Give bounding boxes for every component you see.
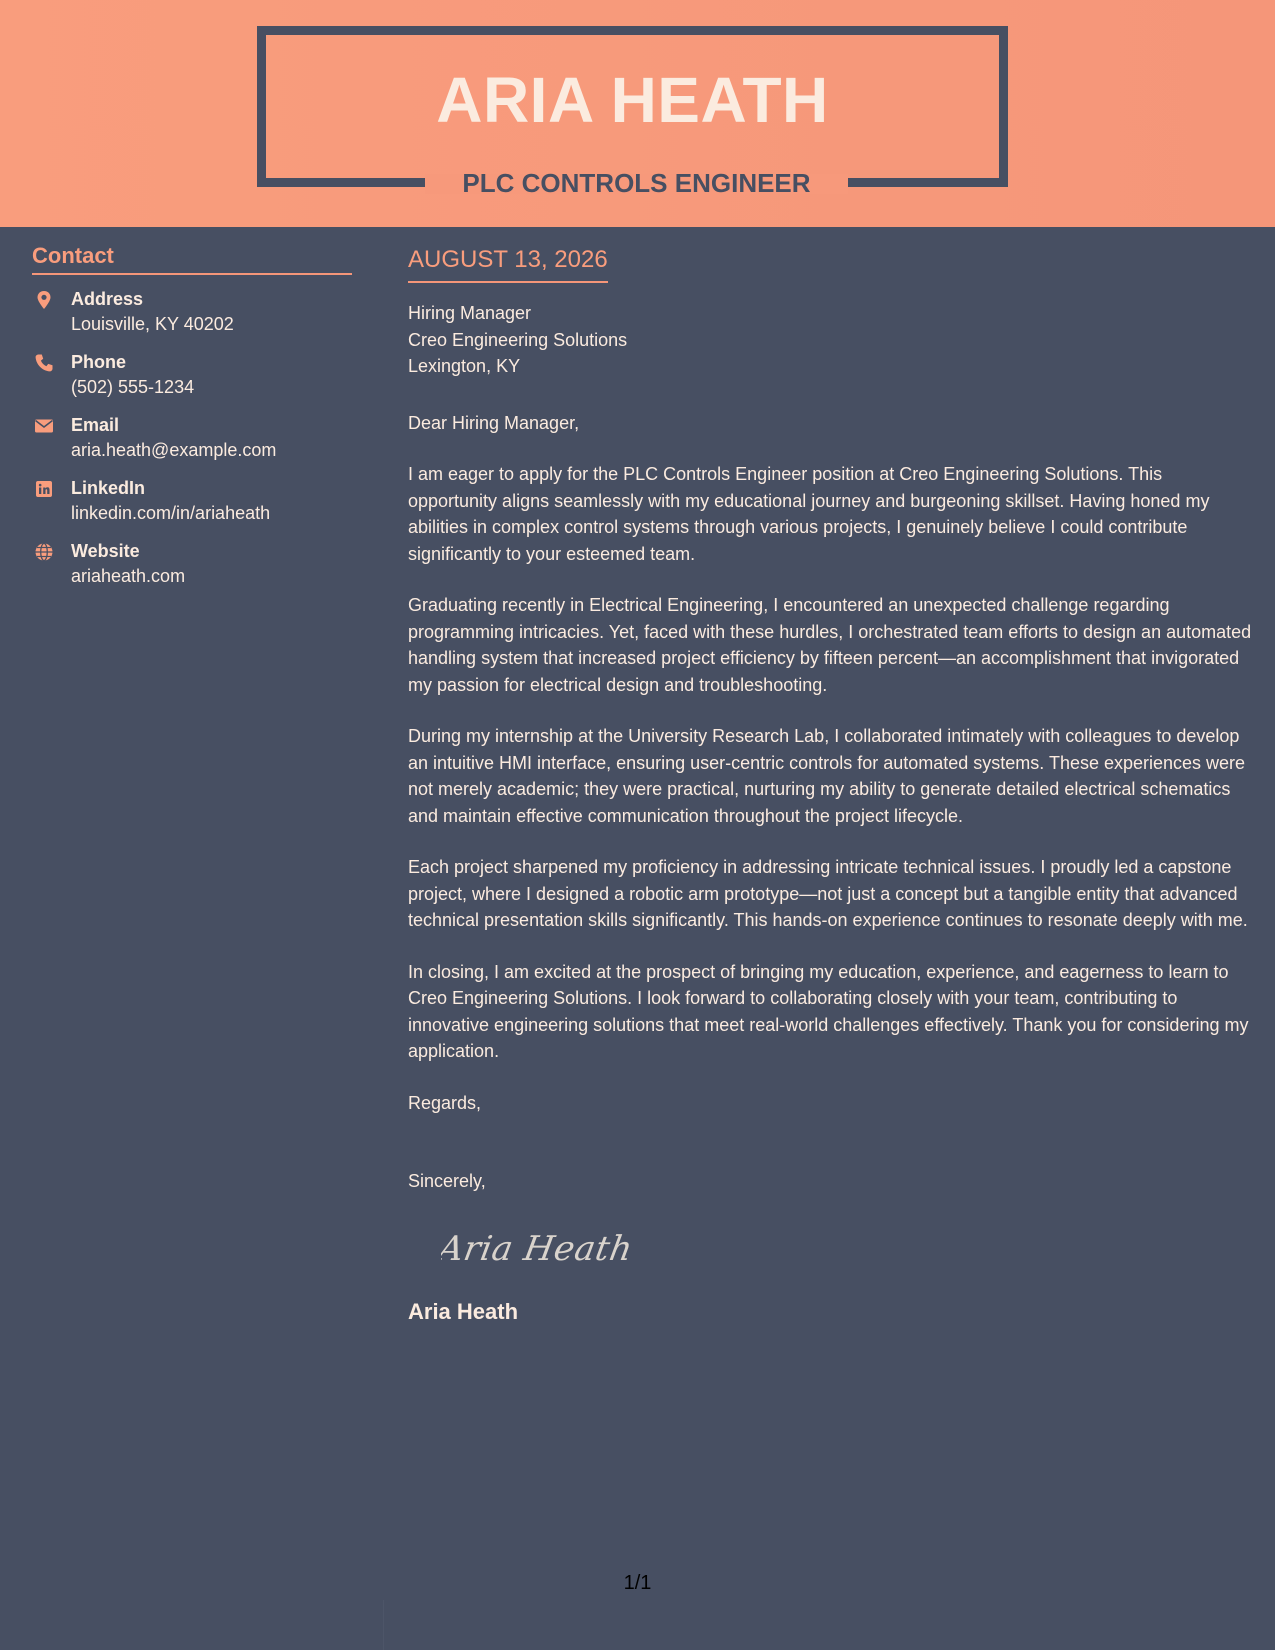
contact-item-website: [32, 539, 352, 602]
website-value: ariaheath.com: [71, 566, 186, 586]
contact-label: Website: [71, 541, 140, 561]
location-pin-icon: [34, 290, 54, 310]
recipient-line: Lexington, KY: [408, 356, 521, 376]
contact-label: Phone: [71, 352, 127, 372]
recipient-line: Creo Engineering Solutions: [408, 329, 628, 350]
closing: Regards,: [408, 1092, 482, 1113]
contact-sidebar: [32, 242, 352, 602]
linkedin-icon: [34, 479, 54, 499]
email-value: aria.heath@example.com: [71, 440, 277, 460]
svg-text:Aria Heath: Aria Heath: [441, 1228, 636, 1269]
applicant-name: ARIA HEATH: [436, 64, 829, 136]
contact-item-address: [32, 287, 352, 350]
globe-icon: [34, 542, 54, 562]
contact-item-phone: [32, 350, 352, 413]
recipient-block: [408, 300, 1253, 380]
letter-paragraph: I am eager to apply for the PLC Controls Engineer position at Creo Engineering Solutions. This opportunity aligns seamlessly with my educational journey and burgeoning skillset. Having honed my abilities in complex control systems through various projects, I genuinely believe I could contribute significantly to your esteemed team.: [408, 464, 1210, 564]
address-value: Louisville, KY 40202: [71, 314, 234, 334]
letter-paragraph: Each project sharpened my proficiency in addressing intricate technical issues. I proudly led a capstone project, where I designed a robotic arm prototype—not just a concept but a tangible entity that advanced technical presentation skills significantly. This hands-on experience continues to resonate deeply with me.: [408, 857, 1248, 930]
envelope-icon: [34, 416, 54, 436]
recipient-line: Hiring Manager: [408, 303, 532, 323]
letter-paragraph: During my internship at the University Research Lab, I collaborated intimately with colleagues to develop an intuitive HMI interface, ensuring user-centric controls for automated systems. These experiences were not merely academic; they were practical, nurturing my ability to generate detailed electrical schematics and maintain effective communication throughout the project lifecycle.: [408, 726, 1246, 826]
job-title: PLC CONTROLS ENGINEER: [462, 168, 811, 198]
contact-item-email: [32, 413, 352, 476]
letter-paragraph: Graduating recently in Electrical Engineering, I encountered an unexpected challenge regarding programming intricacies. Yet, faced with these hurdles, I orchestrated team efforts to design an automated handling system that increased project efficiency by fifteen percent—an accomplishment that invigorated my passion for electrical design and troubleshooting.: [408, 595, 1252, 695]
sign-off: Sincerely,: [408, 1171, 486, 1191]
phone-value: (502) 555-1234: [71, 377, 195, 397]
header-banner: [0, 0, 1275, 227]
letter-date: AUGUST 13, 2026: [408, 244, 608, 283]
contact-label: LinkedIn: [71, 478, 146, 498]
phone-icon: [34, 353, 54, 373]
contact-heading: Contact: [32, 242, 352, 275]
letter-body: [408, 244, 1253, 1327]
salutation: Dear Hiring Manager,: [408, 412, 580, 433]
linkedin-value: linkedin.com/in/ariaheath: [71, 503, 271, 523]
column-divider: [383, 1600, 384, 1650]
contact-label: Email: [71, 415, 120, 435]
letter-paragraph: In closing, I am excited at the prospect of bringing my education, experience, and eagerness to learn to Creo Engineering Solutions. I look forward to collaborating closely with your team, contributing to innovative engineering solutions that meet real-world challenges effectively. Thank you for considering my application.: [408, 961, 1249, 1061]
contact-label: Address: [71, 289, 144, 309]
handwritten-signature: [441, 1215, 641, 1277]
page-indicator: 1/1: [623, 1572, 652, 1594]
contact-list: [32, 287, 352, 602]
signer-name: Aria Heath: [408, 1299, 519, 1324]
contact-item-linkedin: [32, 476, 352, 539]
